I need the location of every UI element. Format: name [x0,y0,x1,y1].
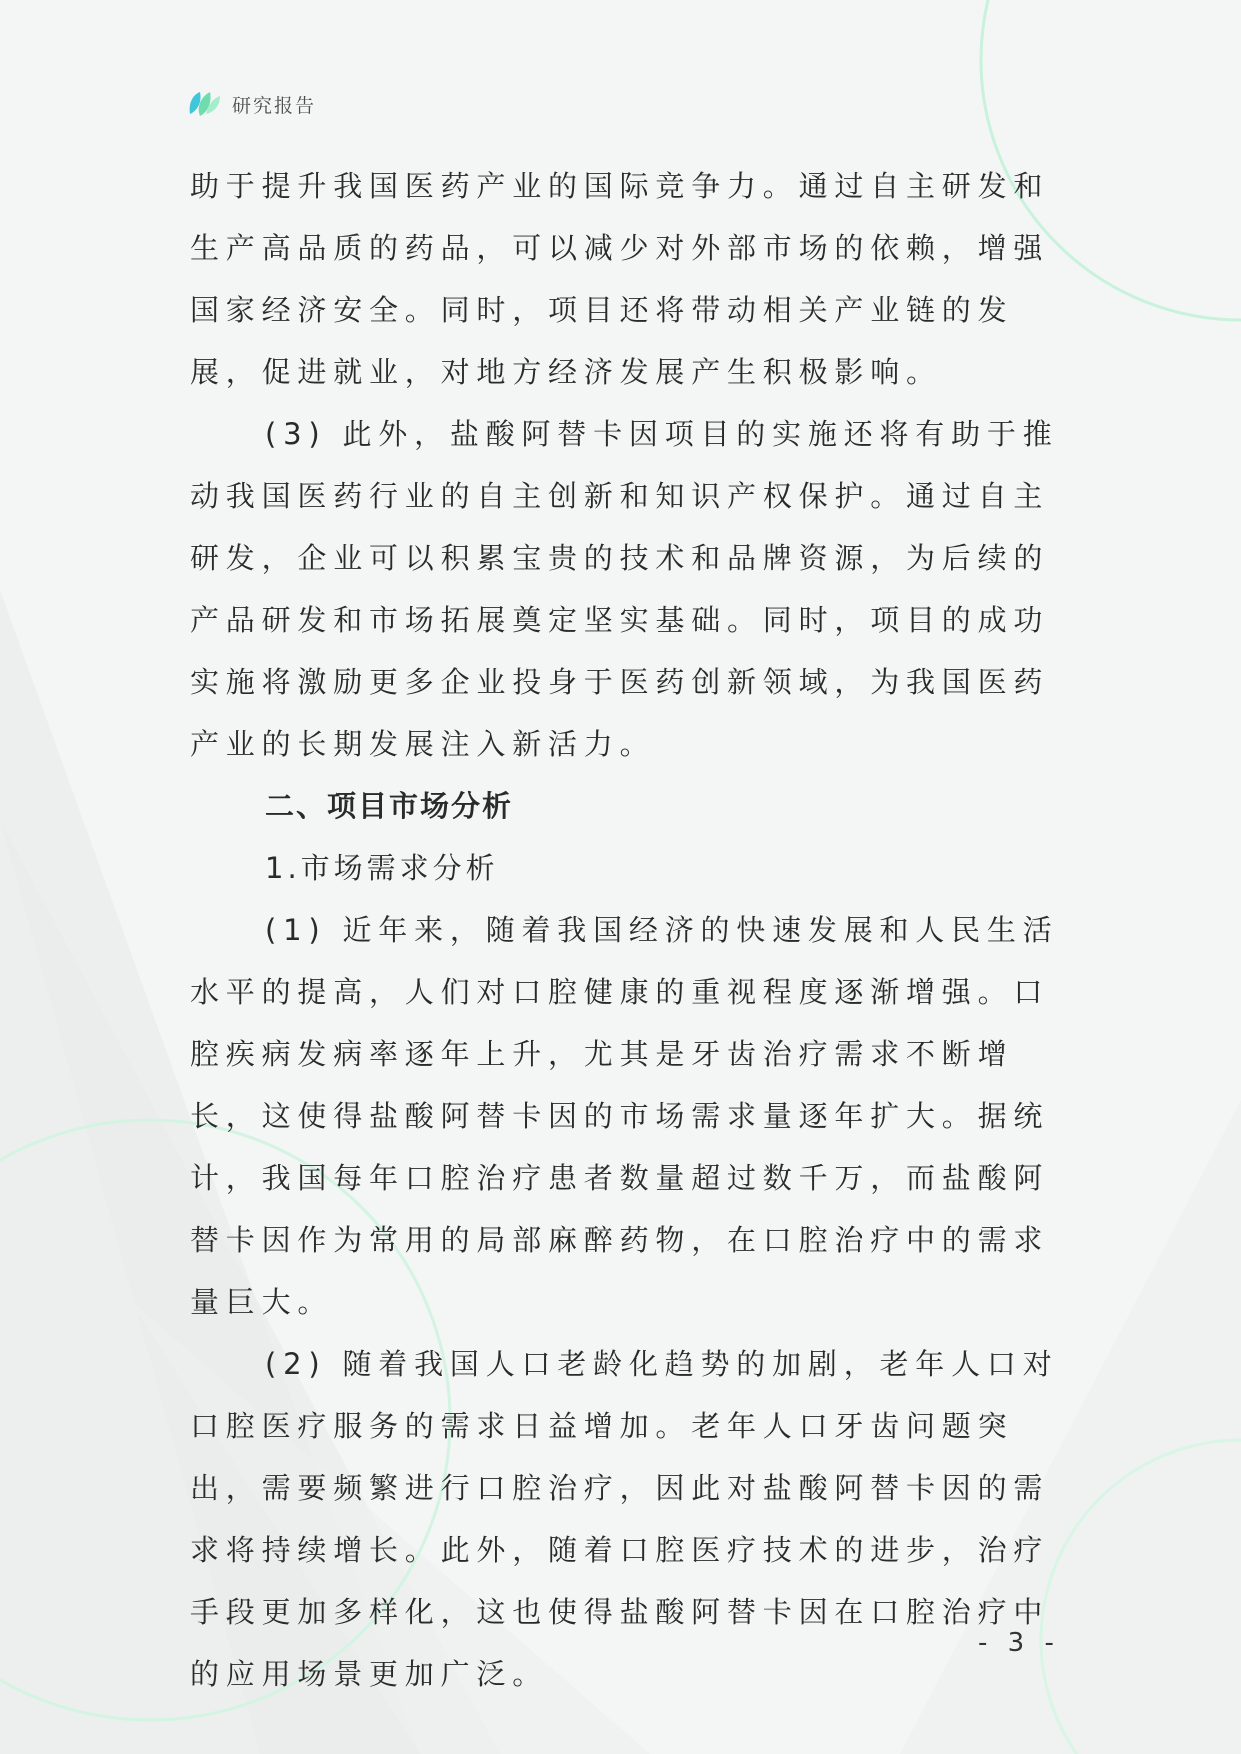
page-number: - 3 - [978,1628,1060,1658]
subsection-heading: 1.市场需求分析 [265,851,499,885]
paragraph-item-3: (3) 此外，盐酸阿替卡因项目的实施还将有助于推动我国医药行业的自主创新和知识产权保护。通过自主研发，企业可以积累宝贵的技术和品牌资源，为后续的产品研发和市场拓展奠定坚实基础。同时，项目的成功实施将激励更多企业投身于医药创新领域，为我国医药产业的长期发展注入新活力。 [190,417,1059,761]
paragraph-item-2: (2) 随着我国人口老龄化趋势的加剧，老年人口对口腔医疗服务的需求日益增加。老年人口牙齿问题突出，需要频繁进行口腔治疗，因此对盐酸阿替卡因的需求将持续增长。此外，随着口腔医疗技术的进步，治疗手段更加多样化，这也使得盐酸阿替卡因在口腔治疗中的应用场景更加广泛。 [190,1347,1059,1691]
section-heading: 二、项目市场分析 [265,789,514,823]
paragraph-continued: 助于提升我国医药产业的国际竞争力。通过自主研发和生产高品质的药品，可以减少对外部市场的依赖，增强国家经济安全。同时，项目还将带动相关产业链的发展，促进就业，对地方经济发展产生积极影响。 [190,169,1050,389]
paragraph-item-1: (1) 近年来，随着我国经济的快速发展和人民生活水平的提高，人们对口腔健康的重视程度逐渐增强。口腔疾病发病率逐年上升，尤其是牙齿治疗需求不断增长，这使得盐酸阿替卡因的市场需求量逐年扩大。据统计，我国每年口腔治疗患者数量超过数千万，而盐酸阿替卡因作为常用的局部麻醉药物，在口腔治疗中的需求量巨大。 [190,913,1059,1319]
leaf-logo-icon [186,88,222,120]
report-header [186,88,316,120]
document-body [190,155,1080,1705]
header-title: 研究报告 [232,94,317,117]
